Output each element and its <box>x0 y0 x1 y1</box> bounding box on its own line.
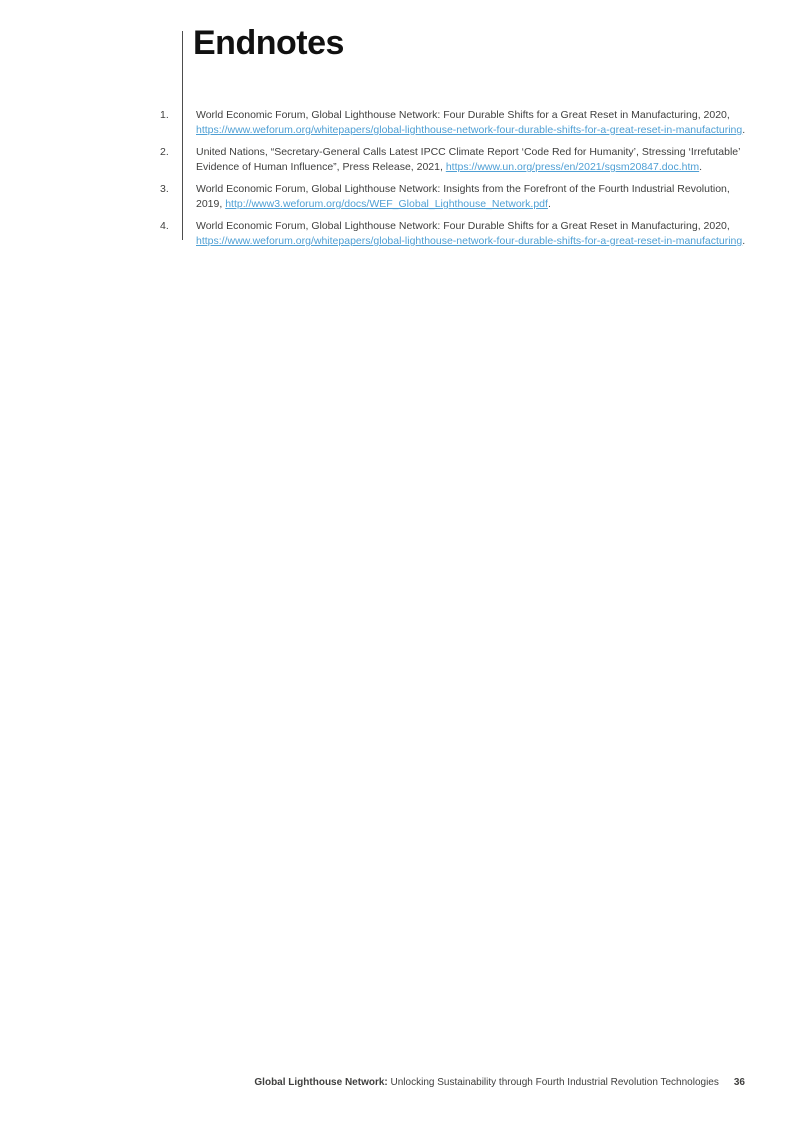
endnotes-list <box>160 108 760 256</box>
endnote-text: World Economic Forum, Global Lighthouse Network: Insights from the Forefront of the Fourth Industrial Revolution, 2019, http://www3.weforum.org/docs/WEF_Global_Lighthouse_Network.pdf. <box>196 183 730 210</box>
endnote-item <box>160 182 760 212</box>
footer-report-title: Global Lighthouse Network: <box>254 1077 388 1088</box>
endnote-item <box>160 219 760 249</box>
page-footer <box>254 1077 745 1089</box>
endnote-number: 2. <box>160 146 169 158</box>
endnote-number: 1. <box>160 109 169 121</box>
endnote-text: World Economic Forum, Global Lighthouse Network: Four Durable Shifts for a Great Reset in Manufacturing, 2020, https://www.weforum.org/whitepapers/global-lighthouse-network-four-durable-shifts-for-a-great-reset-in-manufacturing. <box>196 109 746 136</box>
endnote-item <box>160 108 760 138</box>
endnote-link[interactable]: https://www.un.org/press/en/2021/sgsm20847.doc.htm <box>445 161 700 173</box>
endnote-text: United Nations, “Secretary-General Calls Latest IPCC Climate Report ‘Code Red for Humanity’, Stressing ‘Irrefutable’ Evidence of Human Influence”, Press Release, 2021, https://www.un.org/press/en/2021/sgsm20847.doc.htm. <box>196 146 741 173</box>
footer-report-subtitle: Unlocking Sustainability through Fourth Industrial Revolution Technologies <box>387 1077 719 1088</box>
endnote-link[interactable]: https://www.weforum.org/whitepapers/global-lighthouse-network-four-durable-shifts-for-a-great-reset-in-manufacturing <box>196 235 743 247</box>
endnote-link[interactable]: https://www.weforum.org/whitepapers/global-lighthouse-network-four-durable-shifts-for-a-great-reset-in-manufacturing <box>196 124 743 136</box>
endnote-link[interactable]: http://www3.weforum.org/docs/WEF_Global_Lighthouse_Network.pdf <box>225 198 548 210</box>
page-number: 36 <box>733 1077 745 1088</box>
endnote-number: 4. <box>160 220 169 232</box>
endnote-text: World Economic Forum, Global Lighthouse Network: Four Durable Shifts for a Great Reset in Manufacturing, 2020, https://www.weforum.org/whitepapers/global-lighthouse-network-four-durable-shifts-for-a-great-reset-in-manufacturing. <box>196 220 746 247</box>
page-title: Endnotes <box>193 24 344 62</box>
endnote-item <box>160 145 760 175</box>
endnote-number: 3. <box>160 183 169 195</box>
